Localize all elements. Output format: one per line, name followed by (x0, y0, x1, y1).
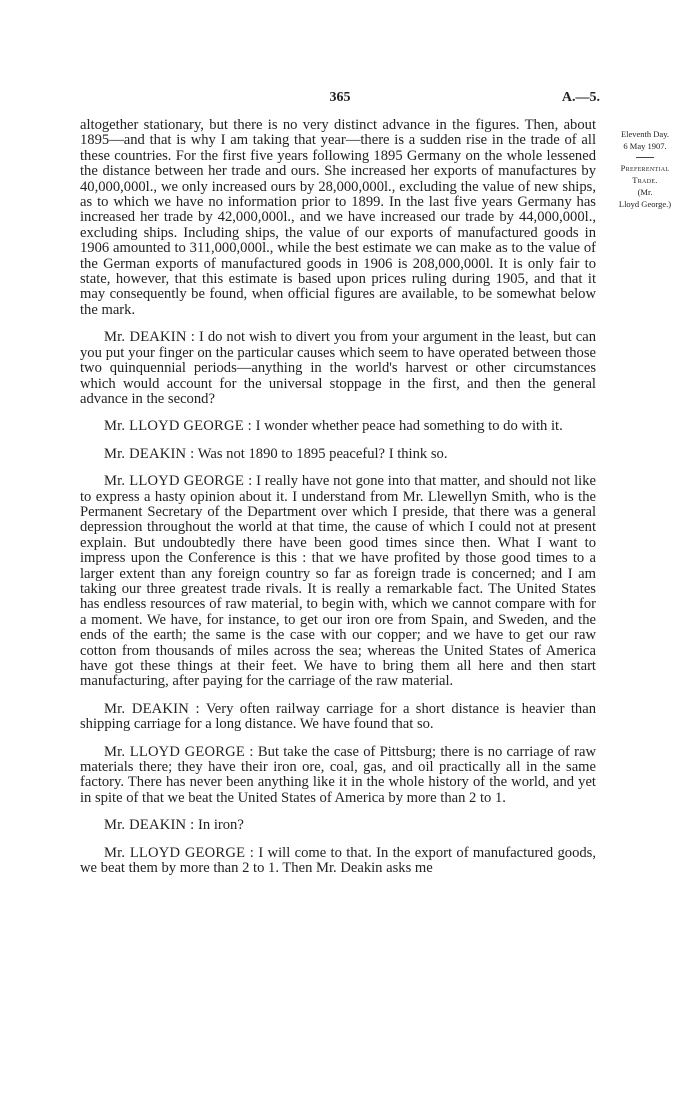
speaker-name: Mr. DEAKIN : (104, 445, 195, 462)
paragraph-text: altogether stationary, but there is no very distinct advance in the figures. Then, about 1895—and that is why I am taking that year—there is a sudden rise in the trade of all these countries. For the first five years following 1895 Germany on the whole lessened the distance between her trade and ours. She increased her exports of manufactures by 40,000,000l., we only increased ours by 28,000,000l., excluding the value of new ships, as to which we have no information prior to 1899. In the last five years Germany has increased her trade by 42,000,000l., and we have increased our trade by 44,000,000l., excluding ships. Including ships, the value of our exports of manufactured goods in 1906 amounted to 311,000,000l., while the best estimate we can make as to the value of the German exports of manufactured goods in 1906 is 208,000,000l. It is only fair to state, however, that this estimate is based upon prices ruling during 1905, and that it may consequently be found, when official figures are available, to be somewhat below the mark. (80, 117, 596, 318)
margin-speaker-line2: Lloyd George.) (618, 199, 672, 209)
paragraph-lloyd-george (80, 419, 596, 434)
paragraph-deakin (80, 818, 596, 833)
paragraph-deakin (80, 330, 596, 407)
page-header (80, 90, 600, 110)
paragraph-deakin (80, 447, 596, 462)
margin-topic-line2: Trade. (632, 175, 658, 185)
speaker-name: Mr. LLOYD GEORGE : (104, 473, 253, 490)
margin-note (602, 128, 688, 210)
speaker-name: Mr. LLOYD GEORGE : (104, 743, 254, 760)
paragraph-deakin (80, 702, 596, 733)
document-reference: A.—5. (561, 90, 600, 105)
speaker-name: Mr. LLOYD GEORGE : (104, 844, 254, 861)
paragraph-text: I wonder whether peace had something to do with it. (255, 418, 563, 435)
speaker-name: Mr. DEAKIN : (104, 817, 195, 834)
paragraph-text: I really have not gone into that matter, and should not like to express a hasty opinion about it. I understand from Mr. Llewellyn Smith, who is the Permanent Secretary of the Department over which I preside, that there was a general depression throughout the world at that time, the cause of which I could not at present explain. But undoubtedly there have been good times since then. What I want to impress upon the Conference is this : that we have profited by those good times to a larger extent than any foreign country so far as foreign trade is concerned; and I am taking our three greatest trade rivals. It is really a remarkable fact. The United States has endless resources of raw material, to begin with, which we cannot compare with for a moment. We have, for instance, to get our iron ore from Spain, and Sweden, and the ends of the earth; the same is the case with our copper; and we have to get our raw cotton from thousands of miles across the sea; whereas the United States of America have got these things at their feet. We have to bring them all here and then start manufacturing, after paying for the carriage of the raw material. (80, 473, 597, 690)
paragraph-text: I do not wish to divert you from your argument in the least, but can you put your finger on the particular causes which seem to have operated between those two quinquennial periods—anything in the world's harvest or other circumstances which would account for the universal stoppage in the first, and then the general advance in the second? (80, 329, 596, 407)
paragraph-text: I will come to that. In the export of manufactured goods, we beat them by more than 2 to 1. Then Mr. Deakin asks me (80, 844, 596, 877)
margin-day: Eleventh Day. (620, 129, 670, 139)
paragraph-lloyd-george (80, 745, 596, 807)
speaker-name: Mr. DEAKIN : (104, 700, 200, 717)
body-text (80, 118, 596, 888)
page-number: 365 (329, 90, 351, 105)
paragraph-lloyd-george (80, 474, 596, 690)
paragraph-text: Was not 1890 to 1895 peaceful? I think so. (197, 445, 448, 462)
paragraph-text: Very often railway carriage for a short distance is heavier than shipping carriage for a long distance. We have found that so. (80, 700, 596, 733)
paragraph-text: In iron? (198, 817, 244, 834)
paragraph-text: But take the case of Pittsburg; there is no carriage of raw materials there; they have their iron ore, coal, gas, and oil practically all in the same factory. There has never been anything like it in the whole history of the world, and yet in spite of that we beat the United States of America by more than 2 to 1. (80, 743, 597, 806)
speaker-name: Mr. DEAKIN : (104, 329, 196, 346)
speaker-name: Mr. LLOYD GEORGE : (104, 418, 252, 435)
margin-topic-line1: Preferential (620, 163, 670, 173)
margin-divider (636, 157, 654, 158)
paragraph-continuation (80, 118, 596, 318)
margin-date: 6 May 1907. (623, 141, 667, 151)
margin-speaker-line1: (Mr. (637, 187, 653, 197)
paragraph-lloyd-george (80, 846, 596, 877)
